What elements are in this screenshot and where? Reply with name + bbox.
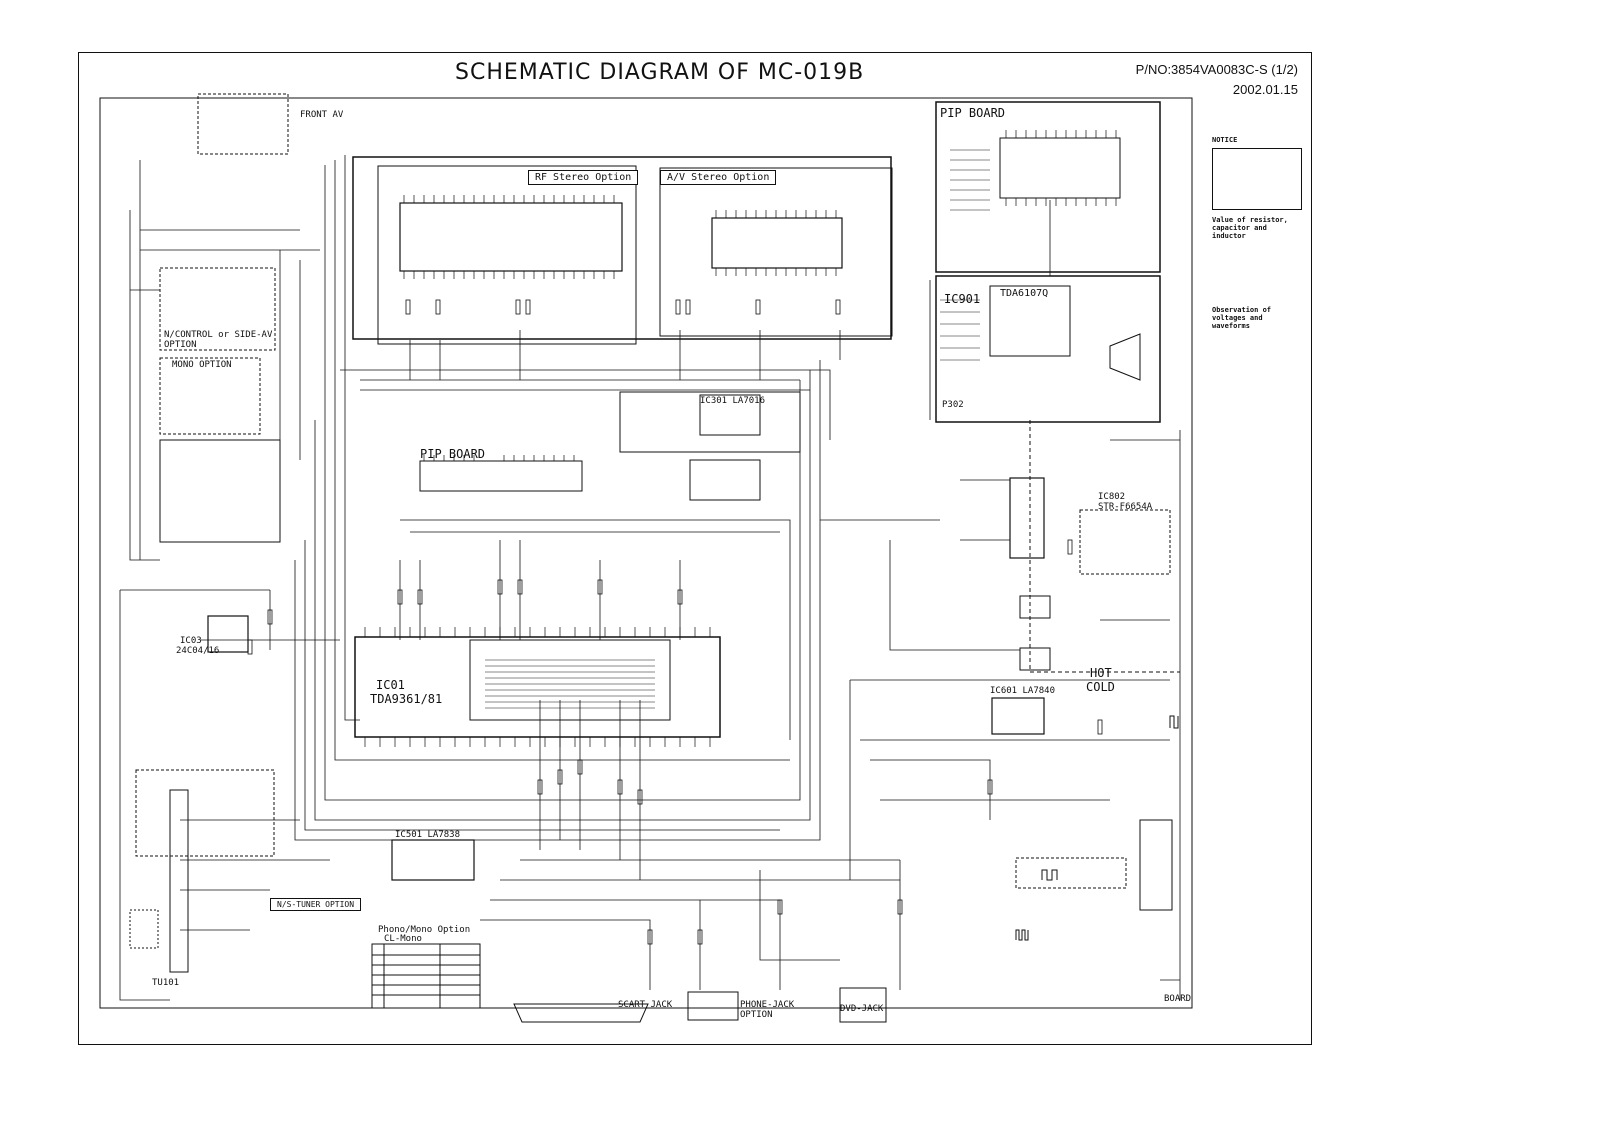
hv-option-block [1016, 858, 1126, 888]
ic302-chip [690, 460, 760, 500]
ic03-label: IC03 [180, 636, 202, 646]
tuner-option-label: N/S-TUNER OPTION [270, 898, 361, 911]
dvd-jack-label: DVD-JACK [840, 1004, 884, 1014]
page-title: SCHEMATIC DIAGRAM OF MC-019B [455, 60, 865, 85]
str-block [1080, 510, 1170, 574]
part-number: P/NO:3854VA0083C-S (1/2) [1135, 62, 1298, 77]
phono-mono-label: Phono/Mono Option [378, 925, 471, 935]
ic501-chip [392, 840, 474, 880]
tda6107-label: TDA6107Q [1000, 288, 1049, 299]
tuner-option-box [130, 910, 158, 948]
pip-board-top-label: PIP BOARD [940, 106, 1006, 120]
ic802-label: IC802 [1098, 492, 1126, 502]
crt-symbol [1110, 334, 1140, 380]
scart-label: SCART JACK [618, 1000, 673, 1010]
ic501-label: IC501 LA7838 [395, 830, 461, 840]
tu101-label: TU101 [152, 978, 180, 988]
cold-label: COLD [1086, 680, 1115, 694]
phone-jack-label: PHONE-JACK [740, 1000, 795, 1010]
mono-option-label: MONO OPTION [172, 360, 232, 370]
transformer [1010, 478, 1044, 558]
tuner-block [136, 770, 274, 856]
rf-stereo-label: RF Stereo Option [528, 170, 638, 185]
pip-board-main [420, 461, 582, 491]
rf-stereo-ic [400, 203, 622, 271]
av-stereo-label: A/V Stereo Option [660, 170, 776, 185]
tda9361-label: TDA9361/81 [370, 692, 443, 706]
hot-label: HOT [1090, 666, 1112, 680]
phone-option-label: OPTION [740, 1010, 773, 1020]
optocoupler-1 [1020, 596, 1050, 618]
phone-jack-connector [688, 992, 738, 1020]
str-label: STR-F6654A [1098, 502, 1153, 512]
notice-heading: NOTICE [1212, 136, 1238, 144]
front-av-label: FRONT AV [300, 110, 344, 120]
board-label: BOARD [1164, 994, 1192, 1004]
ic901-label: IC901 [944, 292, 981, 306]
rf-stereo-block [378, 166, 636, 344]
resistor-heading: Value of resistor, capacitor and inductor [1212, 216, 1288, 240]
fbt-block [1140, 820, 1172, 910]
tda9361-ic [355, 637, 720, 737]
pip-ic [1000, 138, 1120, 198]
av-stereo-ic [712, 218, 842, 268]
optocoupler-2 [1020, 648, 1050, 670]
phono-table [372, 944, 480, 1008]
board-outline [100, 98, 1192, 1008]
pip-board-main-label: PIP BOARD [420, 447, 486, 461]
ic01-label: IC01 [376, 678, 405, 692]
p302-label: P302 [942, 400, 964, 410]
ic601-label: IC601 LA7840 [990, 686, 1056, 696]
revision-date: 2002.01.15 [1232, 82, 1298, 97]
option-label: OPTION [164, 340, 197, 350]
tuner-pins [170, 790, 188, 972]
cl-mono-label: CL-Mono [384, 934, 422, 944]
n-control-label: N/CONTROL or SIDE-AV [164, 330, 273, 340]
pip-board-top [936, 102, 1160, 272]
ic301-label: IC301 LA7016 [700, 396, 766, 406]
voltage-heading: Observation of voltages and waveforms [1212, 306, 1272, 330]
ic03-part-label: 24C04/16 [176, 646, 220, 656]
notes-panel [1212, 130, 1302, 330]
av-stereo-block [660, 168, 892, 336]
tda-audio-block [160, 440, 280, 542]
front-av-block [198, 94, 288, 154]
ic601-chip [992, 698, 1044, 734]
